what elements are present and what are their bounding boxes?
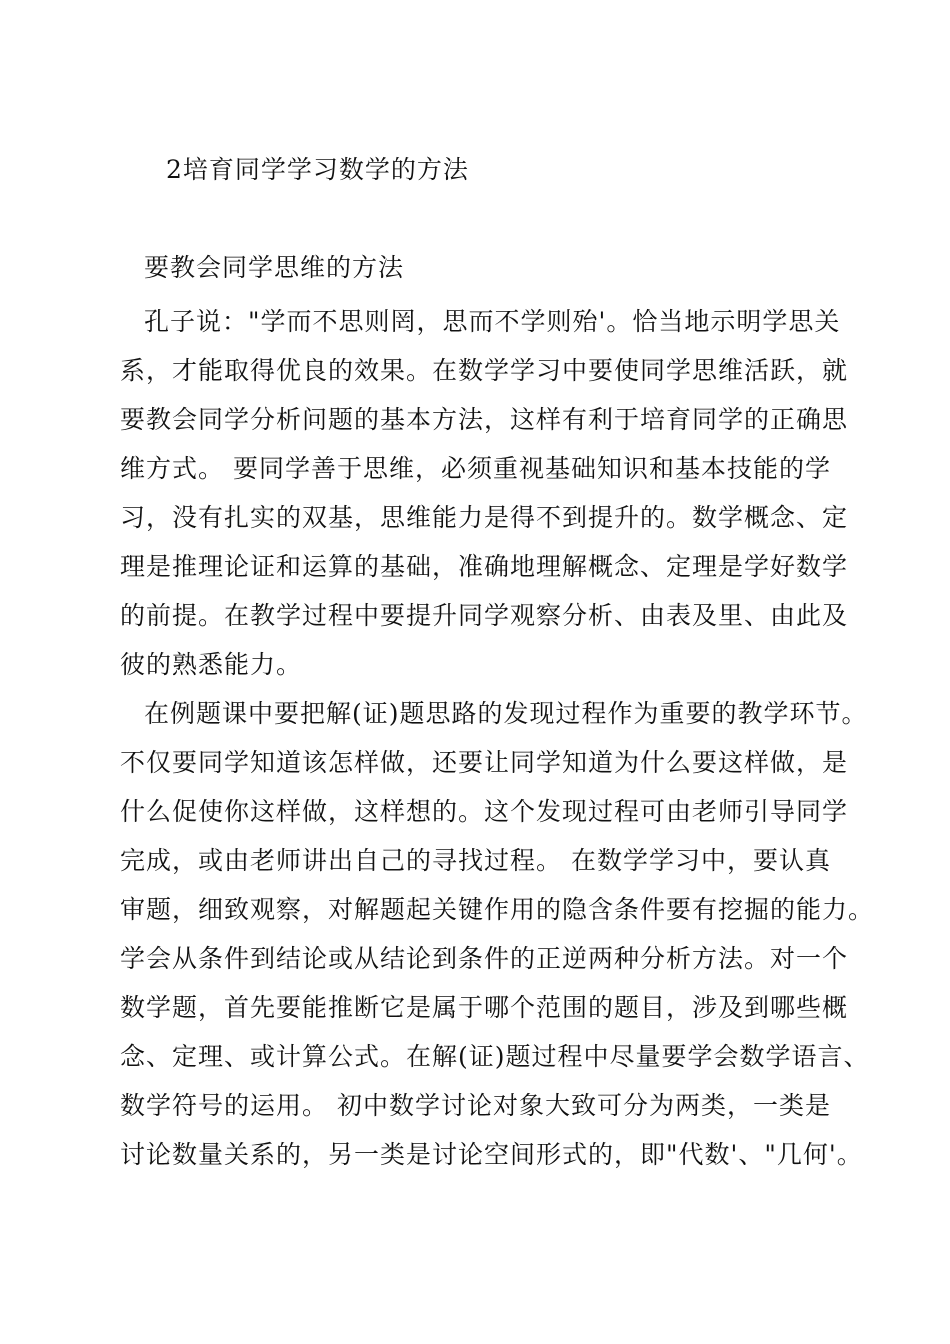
body-text [120, 297, 920, 1179]
text-line: 孔子说："学而不思则罔，思而不学则殆'。恰当地示明学思关 [144, 307, 841, 336]
text-line: 系，才能取得优良的效果。在数学学习中要使同学思维活跃，就 [120, 356, 849, 385]
text-line: 什么促使你这样做，这样想的。这个发现过程可由老师引导同学 [120, 797, 849, 826]
text-line: 的前提。在教学过程中要提升同学观察分析、由表及里、由此及 [120, 601, 849, 630]
subheading: 要教会同学思维的方法 [144, 253, 405, 282]
text-line: 不仅要同学知道该怎样做，还要让同学知道为什么要这样做，是 [120, 748, 849, 777]
text-line: 学会从条件到结论或从结论到条件的正逆两种分析方法。对一个 [120, 944, 849, 973]
text-line: 要教会同学分析问题的基本方法，这样有利于培育同学的正确思 [120, 405, 849, 434]
text-line: 审题，细致观察，对解题起关键作用的隐含条件要有挖掘的能力。 [120, 895, 875, 924]
text-line: 习，没有扎实的双基，思维能力是得不到提升的。数学概念、定 [120, 503, 849, 532]
text-line: 念、定理、或计算公式。在解(证)题过程中尽量要学会数学语言、 [120, 1042, 870, 1071]
text-line: 完成，或由老师讲出自己的寻找过程。 在数学学习中，要认真 [120, 846, 831, 875]
text-line: 数学符号的运用。 初中数学讨论对象大致可分为两类，一类是 [120, 1091, 831, 1120]
section-title: 2培育同学学习数学的方法 [166, 155, 469, 184]
text-line: 数学题，首先要能推断它是属于哪个范围的题目，涉及到哪些概 [120, 993, 849, 1022]
text-line: 彼的熟悉能力。 [120, 650, 303, 679]
text-line: 维方式。 要同学善于思维，必须重视基础知识和基本技能的学 [120, 454, 831, 483]
text-line: 在例题课中要把解(证)题思路的发现过程作为重要的教学环节。 [144, 699, 868, 728]
text-line: 理是推理论证和运算的基础，准确地理解概念、定理是学好数学 [120, 552, 849, 581]
text-line: 讨论数量关系的，另一类是讨论空间形式的，即"代数'、"几何'。 [120, 1140, 863, 1169]
